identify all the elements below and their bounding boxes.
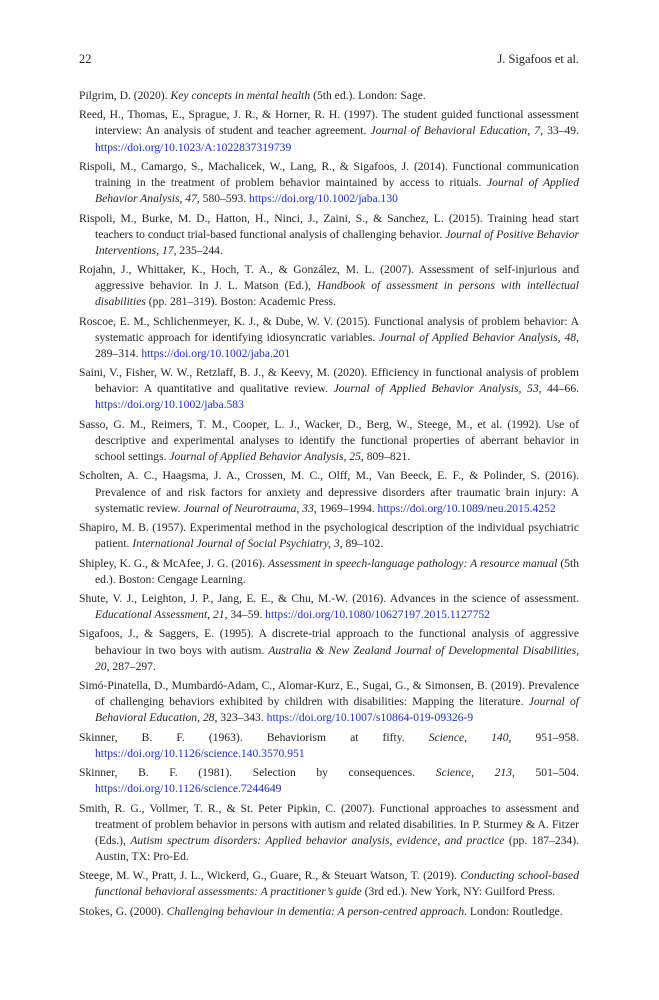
reference-authors-text: Saini, V., Fisher, W. W., Retzlaff, B. J., & Keevy, M. (2020). Efficiency in functional analysis of problem behavior: A quantitative and qualitative review. — [79, 366, 579, 396]
reference-source-title: Journal of Neurotrauma, 33 — [183, 501, 314, 515]
reference-details-text: (5th ed.). London: Sage. — [310, 89, 426, 102]
reference-entry — [79, 365, 579, 413]
reference-details-text: . London: Routledge. — [464, 904, 563, 918]
reference-authors-text: Skinner, B. F. (1963). Behaviorism at fifty. — [79, 730, 429, 744]
reference-source-title: International Journal of Social Psychiatry, 3 — [132, 537, 340, 551]
doi-link[interactable]: https://doi.org/10.1126/science.140.3570.951 — [95, 746, 305, 760]
reference-details-text: , 34–59. — [224, 608, 266, 622]
reference-source-title: Key concepts in mental health — [170, 89, 311, 102]
reference-authors-text: Roscoe, E. M., Schlichenmeyer, K. J., & Dube, W. V. (2015). Functional analysis of problem behavior: A systematic approach for identifying idiosyncratic variables. — [79, 314, 579, 344]
reference-authors-text: Sigafoos, J., & Saggers, E. (1995). A discrete-trial approach to the functional analysis of aggressive behaviour in two boys with autism. — [79, 627, 579, 657]
reference-entry — [79, 626, 579, 674]
reference-source-title: Journal of Applied Behavior Analysis, 48 — [379, 330, 577, 344]
reference-source-title: Conducting school-based functional behavioral assessments: A practitioner’s guide — [95, 869, 579, 899]
reference-details-text: , 287–297. — [106, 659, 156, 673]
reference-source-title: Journal of Applied Behavior Analysis, 25 — [169, 450, 361, 464]
reference-details-text: (pp. 281–319). Boston: Academic Press. — [145, 295, 336, 309]
reference-entry — [79, 556, 579, 588]
reference-source-title: Challenging behaviour in dementia: A person-centred approach — [166, 904, 465, 918]
reference-details-text: (3rd ed.). New York, NY: Guilford Press. — [361, 885, 556, 899]
reference-authors-text: Reed, H., Thomas, E., Sprague, J. R., & Horner, R. H. (1997). The student guided functional assessment interview: An analysis of student and teacher agreement. — [79, 108, 579, 138]
reference-source-title: Science, 140 — [428, 730, 509, 744]
reference-list — [79, 88, 579, 923]
reference-entry — [79, 468, 579, 516]
reference-authors-text: Stokes, G. (2000). — [79, 904, 167, 918]
page-number: 22 — [79, 52, 92, 66]
reference-entry — [79, 107, 579, 155]
reference-source-title: Educational Assessment, 21 — [95, 608, 225, 622]
reference-authors-text: Smith, R. G., Vollmer, T. R., & St. Peter Pipkin, C. (2007). Functional approaches to assessment and treatment of problem behavior in persons with autism and related disabilities. In P. Sturmey & A. Fitzer (Eds.), — [79, 801, 579, 847]
reference-authors-text: Shapiro, M. B. (1957). Experimental method in the psychological description of the individual psychiatric patient. — [79, 521, 579, 551]
reference-details-text: , 289–314. — [95, 330, 579, 360]
reference-authors-text: Rispoli, M., Burke, M. D., Hatton, H., Ninci, J., Zaini, S., & Sanchez, L. (2015). Training head start teachers to conduct trial-based functional analysis of challenging behavior. — [79, 211, 579, 241]
reference-authors-text: Scholten, A. C., Haagsma, J. A., Crossen, M. C., Olff, M., Van Beeck, E. F., & Polinder, S. (2016). Prevalence of and risk factors for anxiety and depressive disorders after traumatic brain injury: A systematic review. — [79, 469, 579, 515]
reference-entry — [79, 88, 579, 104]
reference-entry — [79, 520, 579, 552]
reference-entry — [79, 904, 579, 920]
reference-source-title: Journal of Applied Behavior Analysis, 47 — [95, 176, 580, 206]
reference-authors-text: Shute, V. J., Leighton, J. P., Jang, E. E., & Chu, M.-W. (2016). Advances in the science of assessment. — [79, 591, 579, 605]
doi-link[interactable]: https://doi.org/10.1002/jaba.201 — [141, 346, 291, 360]
reference-entry — [79, 314, 579, 362]
reference-details-text: (pp. 187–234). Austin, TX: Pro-Ed. — [95, 833, 579, 863]
reference-details-text: , 809–821. — [360, 450, 411, 464]
reference-details-text: , 33–49. — [540, 124, 579, 138]
reference-entry — [79, 211, 579, 259]
doi-link[interactable]: https://doi.org/10.1002/jaba.583 — [95, 398, 244, 412]
reference-source-title: Assessment in speech-language pathology: A resource manual — [267, 556, 558, 570]
reference-entry — [79, 765, 579, 797]
reference-authors-text: Rojahn, J., Whittaker, K., Hoch, T. A., & González, M. L. (2007). Assessment of self-injurious and aggressive behavior. In J. L. Matson (Ed.), — [79, 263, 579, 293]
reference-details-text: , 323–343. — [214, 711, 267, 725]
reference-details-text: (5th ed.). Boston: Cengage Learning. — [95, 556, 579, 586]
reference-entry — [79, 417, 579, 465]
running-head: J. Sigafoos et al. — [497, 52, 579, 66]
reference-details-text: , 235–244. — [173, 243, 223, 257]
reference-authors-text: Simó-Pinatella, D., Mumbardó-Adam, C., Alomar-Kurz, E., Sugai, G., & Simonsen, B. (2019). Prevalence of challenging behaviors exhibited by children with disabilities: Mapping the literature. — [79, 679, 579, 709]
reference-details-text: , 1969–1994. — [313, 501, 378, 515]
reference-entry — [79, 591, 579, 623]
reference-source-title: Journal of Positive Behavior Interventions, 17 — [95, 227, 579, 257]
doi-link[interactable]: https://doi.org/10.1002/jaba.130 — [249, 192, 398, 206]
reference-details-text: , 951–958. — [508, 730, 579, 744]
reference-authors-text: Sasso, G. M., Reimers, T. M., Cooper, L. J., Wacker, D., Berg, W., Steege, M., et al. (1992). Use of descriptive and experimental analyses to identify the functional properties of aberrant behavior in school settings. — [79, 417, 579, 464]
reference-source-title: Science, 213 — [435, 766, 513, 780]
reference-entry — [79, 730, 579, 762]
doi-link[interactable]: https://doi.org/10.1023/A:1022837319739 — [95, 140, 292, 154]
reference-details-text: , 501–504. — [512, 766, 579, 780]
reference-authors-text: Shipley, K. G., & McAfee, J. G. (2016). — [79, 556, 268, 570]
doi-link[interactable]: https://doi.org/10.1089/neu.2015.4252 — [377, 501, 556, 515]
reference-authors-text: Skinner, B. F. (1981). Selection by consequences. — [79, 766, 436, 780]
reference-entry — [79, 868, 579, 900]
doi-link[interactable]: https://doi.org/10.1126/science.7244649 — [95, 782, 282, 796]
reference-authors-text: Rispoli, M., Camargo, S., Machalicek, W., Lang, R., & Sigafoos, J. (2014). Functional communication training in the treatment of problem behavior maintained by access to rituals. — [79, 159, 579, 190]
doi-link[interactable]: https://doi.org/10.1007/s10864-019-09326-9 — [266, 711, 474, 725]
reference-authors-text: Pilgrim, D. (2020). — [79, 89, 171, 102]
reference-details-text: , 89–102. — [339, 537, 384, 551]
reference-details-text: , 580–593. — [196, 192, 250, 206]
reference-source-title: Autism spectrum disorders: Applied behavior analysis, evidence, and practice — [130, 833, 505, 847]
reference-details-text: , 44–66. — [538, 382, 580, 396]
reference-authors-text: Steege, M. W., Pratt, J. L., Wickerd, G., Guare, R., & Steuart Watson, T. (2019). — [79, 869, 461, 883]
doi-link[interactable]: https://doi.org/10.1080/10627197.2015.1127752 — [265, 608, 490, 622]
reference-entry — [79, 159, 579, 207]
reference-source-title: Journal of Behavioral Education, 28 — [95, 695, 579, 725]
reference-entry — [79, 262, 579, 310]
reference-source-title: Handbook of assessment in persons with intellectual disabilities — [95, 279, 579, 309]
page-header — [79, 52, 579, 70]
reference-source-title: Australia & New Zealand Journal of Developmental Disabilities, 20 — [95, 643, 579, 673]
reference-source-title: Journal of Behavioral Education, 7 — [370, 124, 541, 138]
reference-source-title: Journal of Applied Behavior Analysis, 53 — [333, 382, 539, 396]
reference-entry — [79, 801, 579, 865]
reference-entry — [79, 678, 579, 726]
